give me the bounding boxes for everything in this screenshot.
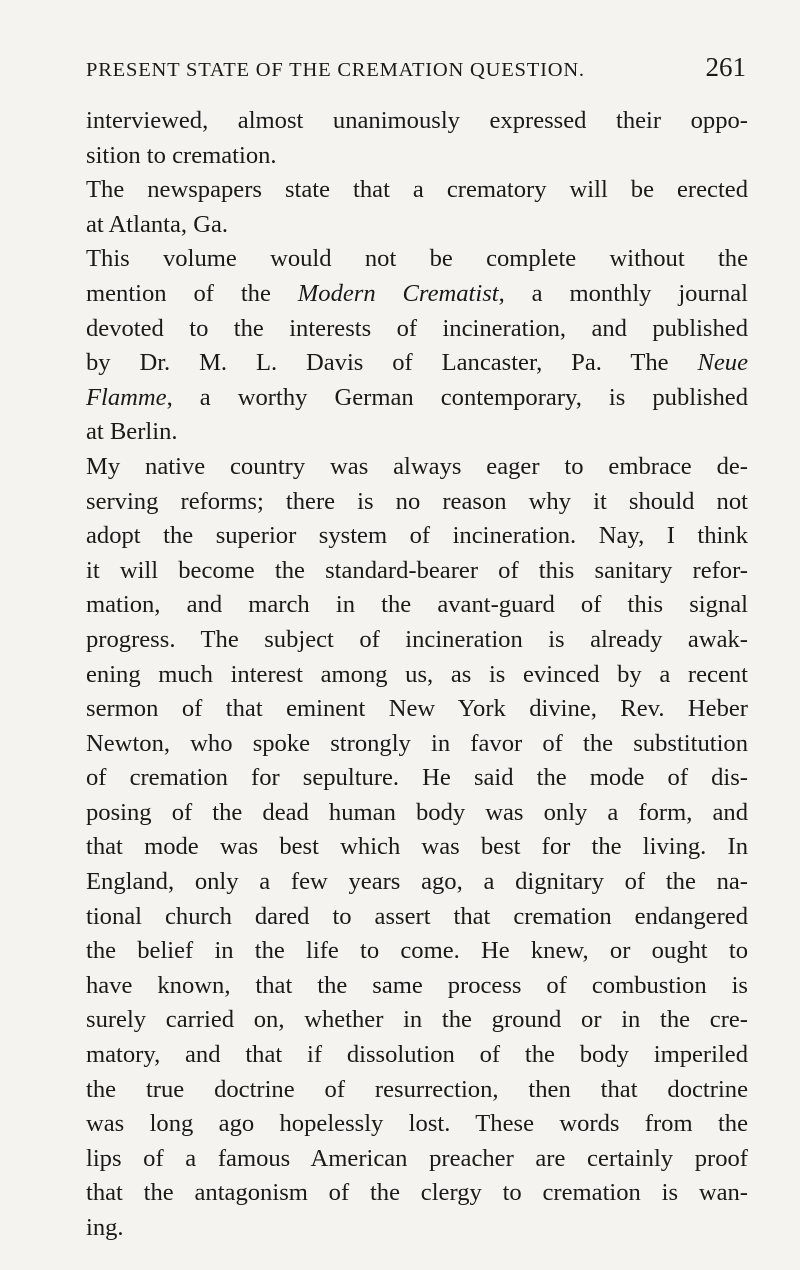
text-line: matory, and that if dissolution of the body imperiled (86, 1041, 748, 1069)
text-line: of cremation for sepulture. He said the mode of dis- (86, 764, 748, 792)
text-segment: by Dr. M. L. Davis of Lancaster, Pa. The (86, 349, 698, 377)
text-line: My native country was always eager to embrace de- (86, 452, 748, 480)
italic-title: Flamme (86, 383, 167, 411)
text-line: surely carried on, whether in the ground or in the cre- (86, 1006, 748, 1034)
text-line: have known, that the same process of combustion is (86, 971, 748, 999)
text-line: was long ago hopelessly lost. These words from the (86, 1110, 748, 1138)
text-line: interviewed, almost unanimously expressed their oppo- (86, 107, 748, 134)
text-segment: , a monthly journal (498, 279, 748, 307)
text-line: posing of the dead human body was only a form, and (86, 798, 748, 826)
text-line: sition to cremation. (86, 141, 277, 169)
text-line (86, 277, 748, 312)
text-line: sermon of that eminent New York divine, Rev. Heber (86, 695, 748, 723)
running-head (86, 52, 746, 92)
text-line: mation, and march in the avant-guard of this signal (86, 591, 748, 619)
text-line: at Atlanta, Ga. (86, 210, 229, 238)
body-text (86, 104, 748, 1246)
text-line: at Berlin. (86, 418, 178, 446)
text-line: devoted to the interests of incineration, and published (86, 314, 748, 342)
text-line: that the antagonism of the clergy to cremation is wan- (86, 1179, 748, 1207)
text-line: that mode was best which was best for the living. In (86, 833, 748, 861)
text-line: progress. The subject of incineration is already awak- (86, 625, 748, 653)
running-title: PRESENT STATE OF THE CREMATION QUESTION. (86, 59, 585, 81)
text-line: the belief in the life to come. He knew, or ought to (86, 937, 748, 965)
text-line: The newspapers state that a crematory will be erected (86, 176, 748, 204)
text-line: tional church dared to assert that cremation endangered (86, 902, 748, 930)
text-line: it will become the standard-bearer of this sanitary refor- (86, 556, 748, 584)
text-line: ing. (86, 1214, 124, 1241)
text-line: England, only a few years ago, a dignitary of the na- (86, 868, 748, 896)
text-segment: , a worthy German contemporary, is published (166, 383, 748, 411)
text-line: This volume would not be complete without the (86, 245, 748, 273)
text-line: adopt the superior system of incineration. Nay, I think (86, 522, 748, 550)
text-segment: mention of the (86, 279, 298, 307)
text-line: lips of a famous American preacher are certainly proof (86, 1144, 748, 1172)
text-line: ening much interest among us, as is evinced by a recent (86, 660, 748, 688)
italic-title: Modern Crematist (297, 279, 499, 307)
text-line (86, 381, 748, 416)
text-line: Newton, who spoke strongly in favor of the substitution (86, 729, 748, 757)
text-line (86, 346, 748, 381)
text-line: the true doctrine of resurrection, then that doctrine (86, 1075, 748, 1103)
page-number: 261 (705, 52, 746, 82)
text-line: serving reforms; there is no reason why it should not (86, 487, 748, 515)
italic-title: Neue (697, 349, 748, 377)
